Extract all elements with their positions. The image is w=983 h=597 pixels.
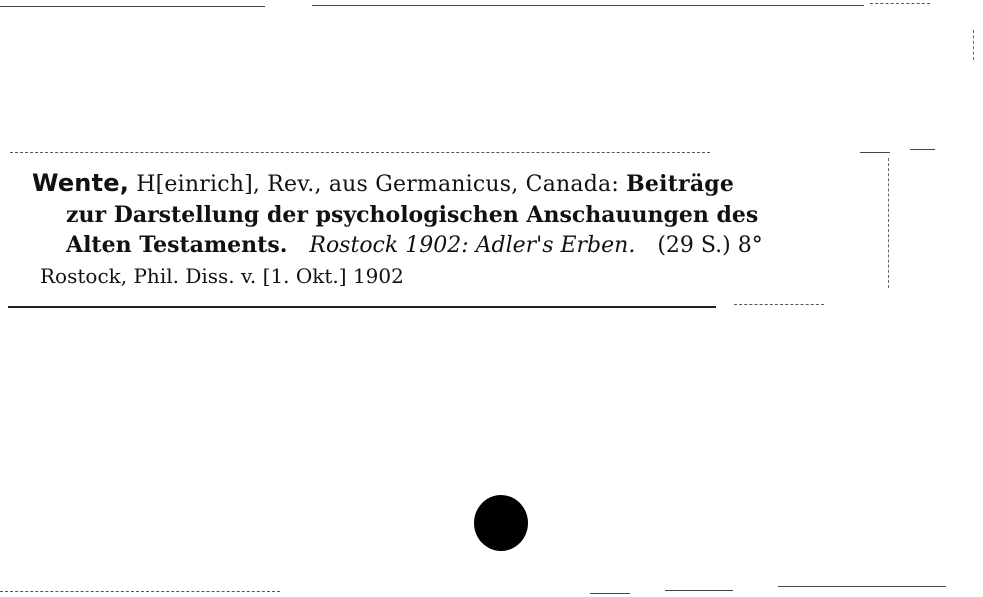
title-end: Alten Testaments. [66,232,288,258]
card-punch-hole [474,495,528,551]
bottom-edge-line-3 [665,590,733,591]
bottom-edge-line-4 [778,586,946,587]
title-start: Beiträge [626,171,735,197]
catalog-entry [32,168,832,291]
collation: (29 S.) 8° [657,233,763,258]
entry-line-2: zur Darstellung der psychologischen Anschauungen des [66,202,759,228]
top-edge-line-right [312,5,864,6]
bottom-edge-line-2 [590,593,630,594]
top-edge-line-left [0,6,265,7]
upper-rule-right [860,152,890,153]
entry-line-3 [32,230,832,261]
lower-rule [8,306,716,308]
imprint: Rostock 1902: Adler's Erben. [309,233,636,258]
dissertation-note: Rostock, Phil. Diss. v. [1. Okt.] 1902 [40,264,404,288]
far-right-mark [973,30,974,60]
author-surname: Wente, [32,169,130,197]
entry-line-1 [32,168,832,200]
upper-rule-far-right [910,149,935,150]
bottom-edge-line-1 [0,591,280,592]
author-details: H[einrich], Rev., aus Germanicus, Canada: [136,172,619,197]
upper-rule [10,152,710,153]
right-bracket-mark [888,158,889,288]
lower-rule-right [734,304,824,305]
top-edge-line-faint [870,3,930,4]
